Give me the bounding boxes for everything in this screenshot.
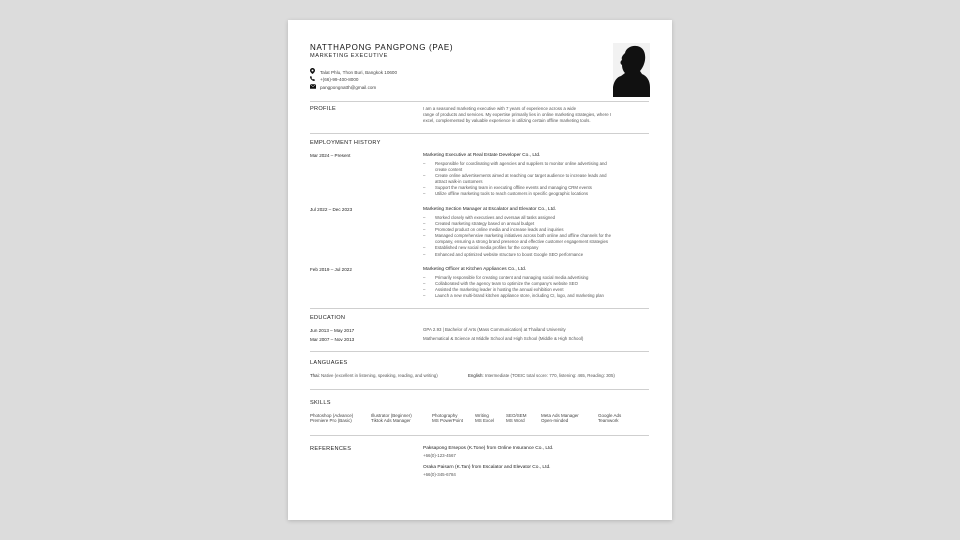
divider [310, 308, 649, 309]
divider [310, 389, 649, 390]
references-heading: REFERENCES [310, 446, 352, 452]
skill-column [475, 413, 494, 423]
resume-page: NATTHAPONG PANGPONG (PAE) MARKETING EXECUTIVE Talat Phlu, Thon Buri, Bangkok 10600 +(66)-99-400-8000 pangpongnatth@gmail.com PROFILE I am a seasoned marketing executive with 7 years of experience across a wide range of products and services. My expertise primarily lies in online marketing strategies, where I excel, complemented by valuable experience in utilizing certain offline marketing tools. EMPLOYMENT HISTORY Mar 2024 – Present Marketing Executive at Real Estate Developer Co., Ltd. – Responsible for coordinating with agencies and suppliers to monitor online advertising and create content – Create online advertisements aimed at reaching our target audience to increase leads and attract walk-in customers – Support the marketing team in executing offline events and managing CRM events – Utilize offline marketing tools to reach customers in specific geographic locations Jul 2022 – Dec 2023 Marketing Section Manager at Escalator and Elevator Co., Ltd. – Worked closely with executives and oversaw all tasks assigned – Created marketing strategy based on annual budget – Promoted product on online media and increase leads and inquiries – Managed comprehensive marketing initiatives across both online and offline channels for the company, ensuring a strong brand presence and effective customer engagement strategies – Established new social media profiles for the company – Enhanced and optimized website structure to boost Google SEO performance Feb 2019 – Jul 2022 Marketing Officer at Kitchen Appliances Co., Ltd. – Primarily responsible for creating content and managing social media advertising – Collaborated with the agency team to optimize the company's website SEO – Assisted the marketing leader in hosting the annual exhibition event – Launch a new multi-brand kitchen appliance store, including CI, logo, and marketing plan EDUCATION Jun 2013 – May 2017 GPA 2.93 | Bachelor of Arts (Mass Communication) at Thailand University Mar 2007 – Nov 2013 Mathematical & Science at Middle School and High School (Middle & High School) LANGUAGES Thai: Native (excellent in listening, speaking, reading, and writing) English: Intermediate (TOEIC total score: 770, listening: 465, Reading: 305) SKILLS Photoshop (Advance) Premiere Pro (Basic) Illustrator (Beginner) Tiktok Ads Manager Photography MS PowerPoint Writing MS Excel SEO/SEM MS Word Meta Ads Manager Open-minded Google Ads Teamwork REFERENCES Paksapong Ersepos (K.Tone) from Online Insurance Co., Ltd. +66(0)-123-4567 Oraka Paisarn (K.Tan) from Escalator and Elevator Co., Ltd. +66(0)-345-6784 [288, 20, 672, 520]
bullet-item: Create online advertisements aimed at reaching our target audience to increase leads and [435, 173, 607, 179]
job-dates: Mar 2024 – Present [310, 153, 351, 158]
education-detail: Mathematical & Science at Middle School and High School (Middle & High School) [423, 336, 584, 341]
education-dates: Jun 2013 – May 2017 [310, 328, 355, 333]
skill-item: Teamwork [598, 418, 619, 423]
skill-item: Illustrator (Beginner) [371, 413, 412, 418]
candidate-title: MARKETING EXECUTIVE [310, 53, 388, 59]
skill-item: Photography [432, 413, 458, 418]
skill-column [598, 413, 621, 423]
profile-line: excel, complemented by valuable experience in utilizing certain offline marketing tools. [423, 118, 591, 124]
bullet-item: Responsible for coordinating with agencies and suppliers to monitor online advertising and [435, 161, 607, 166]
reference-phone: +66(0)-123-4567 [423, 453, 456, 458]
profile-text [423, 106, 611, 125]
education-dates: Mar 2007 – Nov 2013 [310, 337, 355, 342]
language-english [468, 373, 615, 379]
job-role: Marketing Officer at Kitchen Appliances Co., Ltd. [423, 267, 527, 272]
language-detail: Intermediate (TOEIC total score: 770, listening: 465, Reading: 305) [484, 373, 615, 378]
phone-text: +(66)-99-400-8000 [320, 77, 359, 82]
bullet-item: attract walk-in customers [435, 179, 483, 185]
divider [310, 351, 649, 352]
education-detail: GPA 2.93 | Bachelor of Arts (Mass Communication) at Thailand University [423, 327, 566, 332]
profile-heading: PROFILE [310, 106, 337, 112]
skill-column [310, 413, 353, 423]
job-dates: Feb 2019 – Jul 2022 [310, 267, 352, 272]
skill-item: Google Ads [598, 413, 622, 418]
skills-heading: SKILLS [310, 400, 331, 406]
skill-column [432, 413, 463, 423]
languages-heading: LANGUAGES [310, 360, 348, 366]
skill-column [541, 413, 579, 423]
employment-heading: EMPLOYMENT HISTORY [310, 140, 381, 146]
job-dates: Jul 2022 – Dec 2023 [310, 207, 353, 212]
bullet-item: create content [435, 167, 463, 173]
language-thai [310, 373, 438, 379]
education-heading: EDUCATION [310, 315, 346, 321]
skill-column [506, 413, 527, 423]
email-link[interactable]: pangpongnatth@gmail.com [320, 85, 377, 90]
reference-name: Oraka Paisarn (K.Tan) from Escalator and Elevator Co., Ltd. [423, 465, 551, 470]
bullet-item: Promoted product on online media and increase leads and inquiries [435, 227, 564, 233]
profile-line: I am a seasoned marketing executive with 7 years of experience across a wide [423, 106, 577, 111]
language-detail: Native (excellent in listening, speaking, reading, and writing) [321, 373, 438, 378]
language-name: English: [468, 373, 484, 378]
contact-phone [310, 76, 358, 83]
bullet-item: Managed comprehensive marketing initiatives across both online and offline channels for the [435, 233, 611, 239]
bullet-item: Collaborated with the agency team to optimize the company's website SEO [435, 281, 578, 287]
divider [310, 101, 649, 102]
contact-email [310, 84, 376, 91]
skill-item: MS Word [506, 418, 525, 423]
divider [310, 435, 649, 436]
bullet-item: Support the marketing team in executing offline events and managing CRM events [435, 185, 592, 191]
divider [310, 133, 649, 134]
location-pin-icon [310, 68, 320, 76]
phone-icon [310, 76, 320, 83]
email-icon [310, 84, 320, 91]
skill-item: Open-minded [541, 418, 569, 423]
bullet-item: Created marketing strategy based on annual budget [435, 221, 535, 227]
candidate-name: NATTHAPONG PANGPONG (PAE) [310, 43, 454, 52]
profile-line: range of products and services. My expertise primarily lies in online marketing strategies, where I [423, 112, 612, 118]
skill-item: Photoshop (Advance) [310, 413, 354, 418]
skill-item: Premiere Pro (Basic) [310, 418, 352, 423]
bullet-item: Enhanced and optimized website structure to boost Google SEO performance [435, 251, 584, 257]
bullet-item: Primarily responsible for creating content and managing social media advertising [435, 275, 589, 280]
skill-item: MS Excel [475, 418, 495, 423]
skill-item: SEO/SEM [506, 413, 527, 418]
bullet-item: Worked closely with executives and oversaw all tasks assigned [435, 215, 556, 220]
bullet-item: company, ensuring a strong brand presence and effective customer engagement strategies [435, 239, 609, 245]
skill-item: Meta Ads Manager [541, 413, 579, 418]
bullet-item: Established new social media profiles for the company [435, 245, 539, 251]
skill-column [371, 413, 412, 423]
address-text: Talat Phlu, Thon Buri, Bangkok 10600 [320, 69, 398, 75]
skill-item: Tiktok Ads Manager [371, 418, 411, 423]
contact-address [310, 68, 397, 76]
skill-item: MS PowerPoint [432, 418, 464, 423]
bullet-item: Launch a new multi-brand kitchen appliance store, including CI, logo, and marketing plan [435, 293, 604, 299]
reference-phone: +66(0)-345-6784 [423, 472, 456, 477]
skill-item: Writing [475, 413, 489, 418]
reference-name: Paksapong Ersepos (K.Tone) from Online Insurance Co., Ltd. [423, 446, 554, 451]
job-role: Marketing Executive at Real Estate Developer Co., Ltd. [423, 153, 541, 158]
job-role: Marketing Section Manager at Escalator and Elevator Co., Ltd. [423, 207, 557, 212]
profile-photo [613, 43, 650, 97]
bullet-item: Assisted the marketing leader in hosting the annual exhibition event [435, 287, 564, 293]
bullet-item: Utilize offline marketing tools to reach customers in specific geographic locations [435, 191, 589, 197]
language-name: Thai: [310, 373, 320, 378]
